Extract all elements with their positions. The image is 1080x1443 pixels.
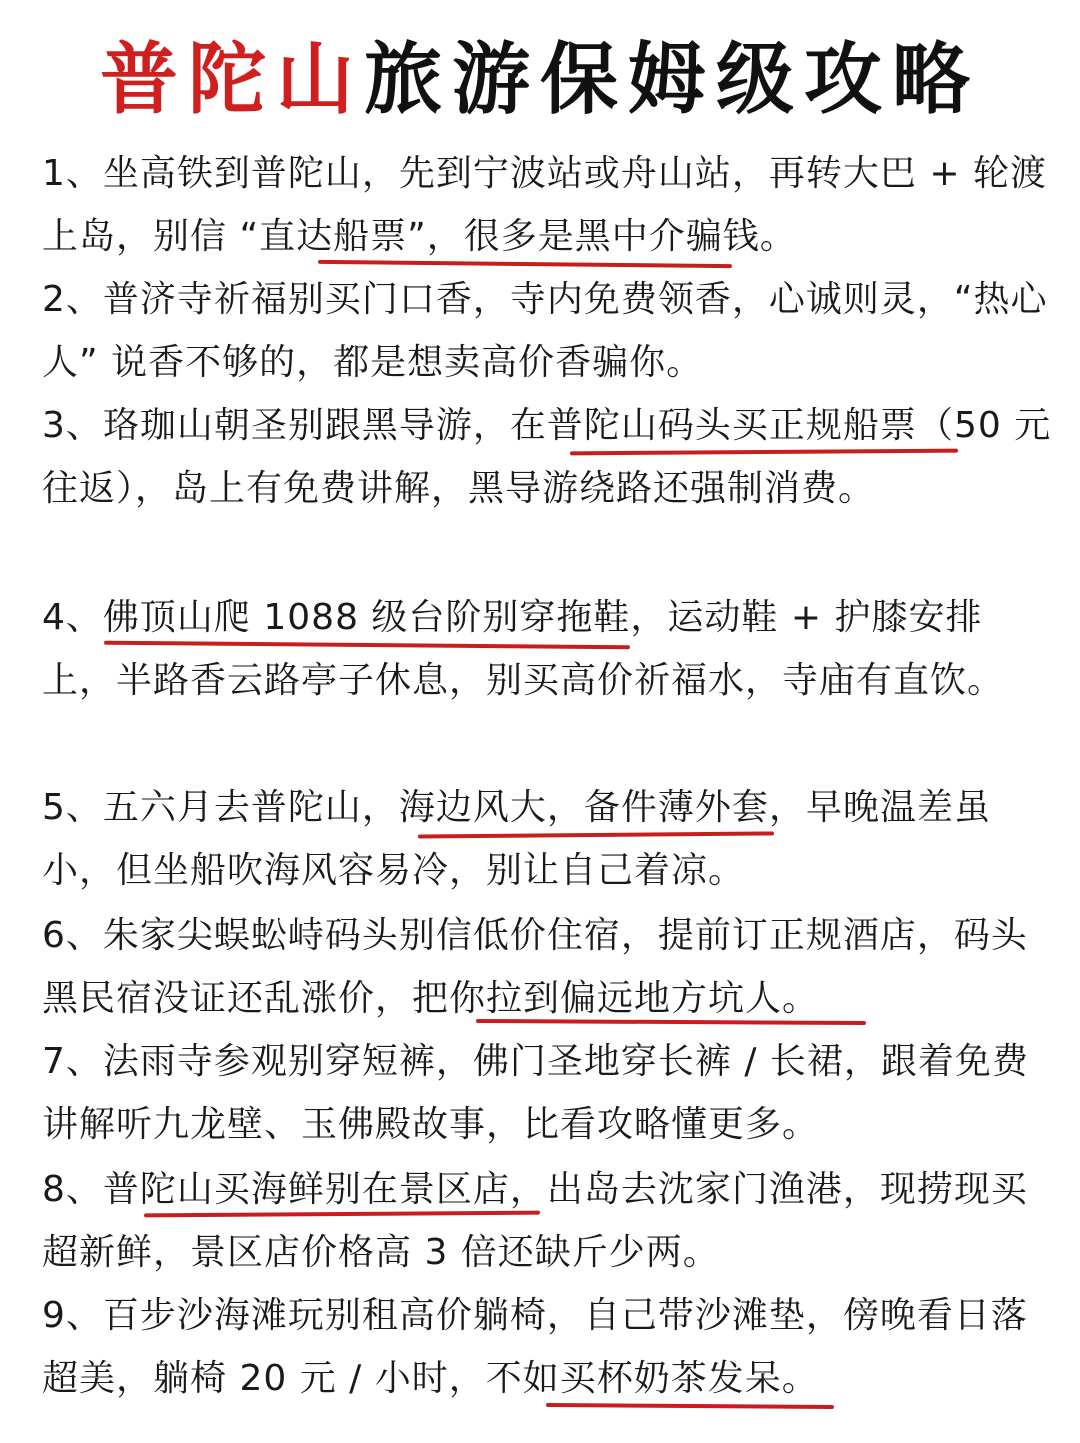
tip-item-6	[42, 904, 1052, 1030]
tip-item-3	[42, 394, 1052, 520]
title-red-part: 普陀山	[99, 35, 364, 125]
tip-number: 3、	[42, 405, 103, 446]
tip-highlight: 海边风大，备件薄外套	[398, 787, 769, 828]
tip-item-5	[42, 776, 1052, 902]
tip-number: 9、	[42, 1295, 103, 1336]
page-title	[0, 30, 1080, 130]
tip-highlight: 普陀山码头买正规船票	[546, 405, 917, 446]
tip-item-8	[42, 1158, 1052, 1284]
tip-text: ，运动鞋 + 护膝安排上，半路香云路亭子休息，别买高价祈福水，寺庙有直饮。	[42, 597, 1005, 701]
tip-text: 坐高铁到普陀山，先到宁波站或舟山站，再转大巴 + 轮渡上岛，别信 “	[42, 153, 1047, 257]
tip-number: 5、	[42, 787, 103, 828]
tip-text: 。	[782, 978, 820, 1019]
tip-text: ，早晚温差虽小，但坐船吹海风容易冷，别让自己着凉。	[42, 787, 991, 891]
tip-highlight: 直达船票”，很多是黑中介	[259, 216, 686, 257]
tip-text: 珞珈山朝圣别跟黑导游，在	[102, 405, 547, 446]
tip-item-9	[42, 1284, 1052, 1410]
tip-text: （50 元往返），岛上有免费讲解，黑导游绕路还强制消费。	[42, 405, 1052, 509]
tip-number: 2、	[42, 279, 103, 320]
tip-text: 朱家尖蜈蚣峙码头别信低价住宿，提前订正规酒店，码头黑民宿没证还乱涨价，	[42, 915, 1028, 1019]
tip-number: 6、	[42, 915, 103, 956]
tip-highlight: 不如买杯奶茶发呆	[485, 1358, 782, 1399]
tip-highlight: 佛顶山爬 1088 级台阶别穿拖鞋	[102, 597, 631, 638]
tip-item-2	[42, 268, 1052, 394]
tip-text: 。	[781, 1358, 819, 1399]
tip-text: 法雨寺参观别穿短裤，佛门圣地穿长裤 / 长裙，跟着免费讲解听九龙壁、玉佛殿故事，比看攻略懂更多。	[42, 1041, 1029, 1145]
tip-text: 普济寺祈福别买门口香，寺内免费领香，心诚则灵，“热心人” 说香不够的，都是想卖高价香骗你。	[42, 279, 1048, 383]
tip-text: 骗钱。	[685, 216, 797, 257]
tip-item-1	[42, 142, 1052, 268]
title-black-part: 旅游保姆级攻略	[364, 35, 981, 125]
tip-highlight: 普陀山买海鲜别在景区店	[102, 1169, 510, 1210]
tip-highlight: 把你拉到偏远地方坑人	[412, 978, 783, 1019]
tip-item-7	[42, 1030, 1052, 1156]
tip-text: 五六月去普陀山，	[102, 787, 399, 828]
tip-item-4	[42, 586, 1052, 712]
tip-text: ，出岛去沈家门渔港，现捞现买超新鲜，景区店价格高 3 倍还缺斤少两。	[42, 1169, 1028, 1273]
tip-number: 8、	[42, 1169, 103, 1210]
tip-number: 1、	[42, 153, 103, 194]
tip-number: 4、	[42, 597, 103, 638]
tip-text: 百步沙海滩玩别租高价躺椅，自己带沙滩垫，傍晚看日落超美，躺椅 20 元 / 小时，	[42, 1295, 1028, 1399]
tip-number: 7、	[42, 1041, 103, 1082]
